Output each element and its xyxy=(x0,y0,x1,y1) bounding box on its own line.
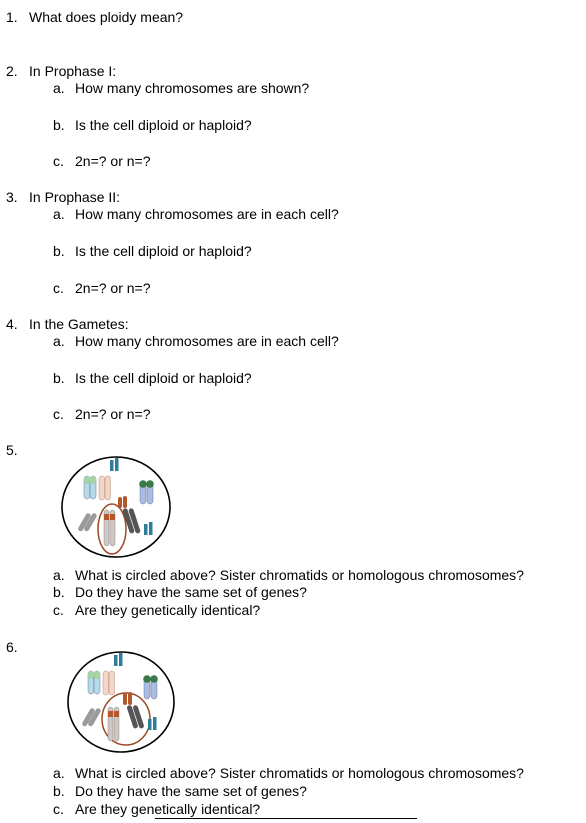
q5b-text: Do they have the same set of genes? xyxy=(75,584,307,600)
teal-chromosome xyxy=(149,522,153,535)
cell-membrane xyxy=(68,652,174,752)
cell-diagram-5 xyxy=(60,454,174,563)
rust-band xyxy=(110,514,115,520)
dark-green-band xyxy=(146,480,154,488)
q6a-letter: a. xyxy=(53,765,65,781)
q4c-letter: c. xyxy=(53,406,64,422)
teal-chromosome xyxy=(110,460,114,471)
teal-chromosome xyxy=(119,653,123,666)
q3-heading: In Prophase II: xyxy=(29,189,121,205)
teal-chromosome xyxy=(115,458,119,471)
q6b-letter: b. xyxy=(53,783,65,799)
q3b-text: Is the cell diploid or haploid? xyxy=(75,243,252,259)
rust-chromosome xyxy=(128,692,132,705)
q5c-letter: c. xyxy=(53,602,64,618)
green-band xyxy=(94,671,101,679)
q5a-text: What is circled above? Sister chromatids or homologous chromosomes? xyxy=(75,567,524,583)
q2b-text: Is the cell diploid or haploid? xyxy=(75,117,252,133)
green-band xyxy=(84,476,91,484)
q2a-text: How many chromosomes are shown? xyxy=(75,80,310,96)
teal-chromosome xyxy=(114,655,118,666)
cell-diagram-6 xyxy=(66,649,178,758)
teal-chromosome xyxy=(148,719,152,730)
rust-chromosome xyxy=(123,693,127,705)
dark-green-band xyxy=(143,675,151,683)
rust-band xyxy=(114,711,119,717)
q2b-letter: b. xyxy=(53,117,65,133)
q2c-letter: c. xyxy=(53,153,64,169)
q5c-text: Are they genetically identical? xyxy=(75,602,261,618)
cell-membrane xyxy=(62,457,170,557)
q5-number: 5. xyxy=(6,442,18,458)
teal-chromosome xyxy=(153,717,157,730)
rust-chromosome xyxy=(123,496,127,508)
q3-number: 3. xyxy=(6,189,18,205)
teal-chromosome xyxy=(144,524,148,535)
q5a-letter: a. xyxy=(53,567,65,583)
q6a-text: What is circled above? Sister chromatids or homologous chromosomes? xyxy=(75,765,524,781)
dark-green-band xyxy=(139,480,147,488)
q1-number: 1. xyxy=(6,9,18,25)
rust-band xyxy=(104,514,109,520)
answer-line xyxy=(155,818,417,819)
q2-heading: In Prophase I: xyxy=(29,63,117,79)
q5b-letter: b. xyxy=(53,584,65,600)
q3b-letter: b. xyxy=(53,243,65,259)
q3c-text: 2n=? or n=? xyxy=(75,280,151,296)
green-band xyxy=(88,671,95,679)
green-band xyxy=(90,476,97,484)
peach-chromosome xyxy=(99,476,105,500)
cell-svg-6 xyxy=(66,649,178,755)
cell-svg-5 xyxy=(60,454,174,560)
q3a-text: How many chromosomes are in each cell? xyxy=(75,206,339,222)
q3a-letter: a. xyxy=(53,206,65,222)
q4-heading: In the Gametes: xyxy=(29,316,129,332)
q6b-text: Do they have the same set of genes? xyxy=(75,783,307,799)
q2-number: 2. xyxy=(6,63,18,79)
q6c-letter: c. xyxy=(53,801,64,817)
q2a-letter: a. xyxy=(53,80,65,96)
q4a-letter: a. xyxy=(53,333,65,349)
peach-chromosome xyxy=(103,671,109,695)
q4-number: 4. xyxy=(6,316,18,332)
q4c-text: 2n=? or n=? xyxy=(75,406,151,422)
q3c-letter: c. xyxy=(53,280,64,296)
q1-text: What does ploidy mean? xyxy=(29,9,184,25)
rust-band xyxy=(108,711,113,717)
peach-chromosome xyxy=(109,671,115,695)
q4b-text: Is the cell diploid or haploid? xyxy=(75,370,252,386)
dark-green-band xyxy=(150,675,158,683)
q2c-text: 2n=? or n=? xyxy=(75,153,151,169)
q6-number: 6. xyxy=(6,639,18,655)
q4a-text: How many chromosomes are in each cell? xyxy=(75,333,339,349)
q6c-text: Are they genetically identical? xyxy=(75,801,261,817)
peach-chromosome xyxy=(105,476,111,500)
q4b-letter: b. xyxy=(53,370,65,386)
